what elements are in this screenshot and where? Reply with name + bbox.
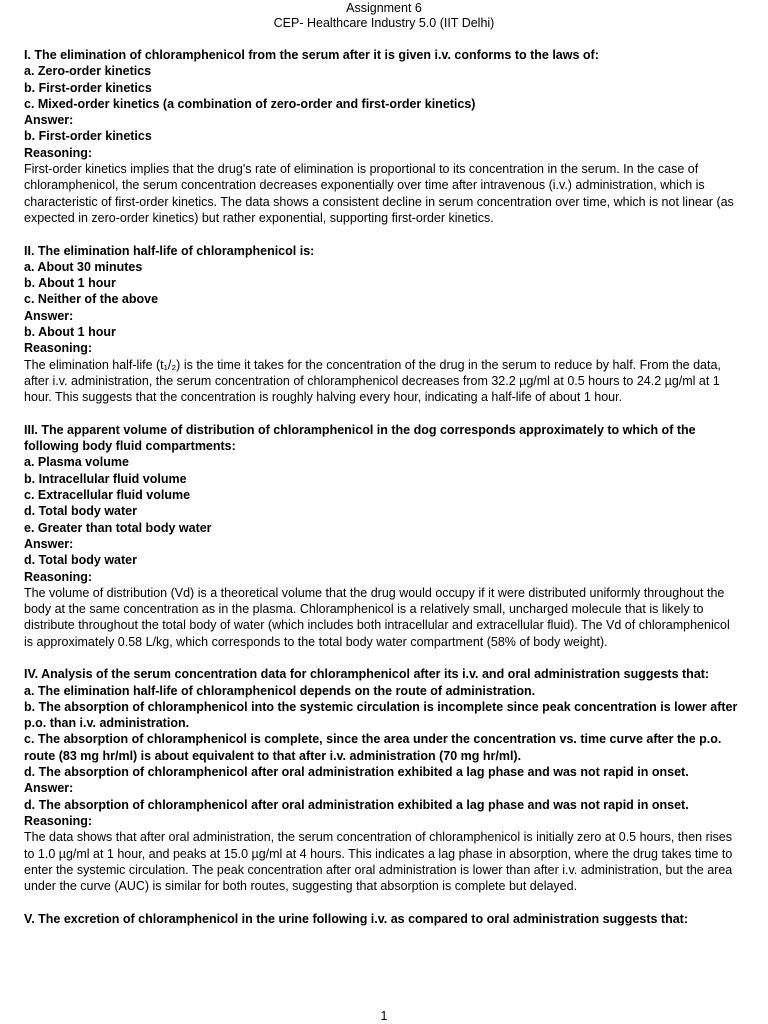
option-a: a. About 30 minutes (24, 259, 143, 274)
option-b: b. The absorption of chloramphenicol into the systemic circulation is incomplete since peak concentration is lower after p.o. than i.v. administration. (24, 699, 738, 731)
option-b: b. Intracellular fluid volume (24, 471, 187, 486)
answer-text: d. The absorption of chloramphenicol after oral administration exhibited a lag phase and was not rapid in onset. (24, 797, 689, 812)
reasoning-label: Reasoning: (24, 341, 93, 356)
option-b: b. About 1 hour (24, 276, 116, 291)
course-subtitle: CEP- Healthcare Industry 5.0 (IIT Delhi) (273, 16, 495, 30)
question-2 (24, 243, 740, 406)
option-d: d. The absorption of chloramphenicol after oral administration exhibited a lag phase and was not rapid in onset. (24, 765, 689, 780)
question-4 (24, 666, 740, 894)
reasoning-label: Reasoning: (24, 813, 93, 828)
reasoning-text: The volume of distribution (Vd) is a theoretical volume that the drug would occupy if it were distributed uniformly throughout the body at the same concentration as in the plasma. Chloramphenicol is a relatively small, uncharged molecule that is likely to distribute throughout the total body of water (which includes both intracellular and extracellular fluid). The Vd of chloramphenicol is approximately 0.58 L/kg, which corresponds to the total body water compartment (58% of body weight). (24, 585, 730, 649)
answer-label: Answer: (24, 113, 74, 128)
question-3 (24, 422, 740, 650)
option-c: c. Mixed-order kinetics (a combination of zero-order and first-order kinetics) (24, 96, 476, 111)
question-text: V. The excretion of chloramphenicol in the urine following i.v. as compared to oral administration suggests that: (24, 911, 688, 926)
question-5 (24, 911, 740, 927)
option-d: d. Total body water (24, 504, 137, 519)
option-a: a. Plasma volume (24, 455, 129, 470)
option-a: a. Zero-order kinetics (24, 64, 152, 79)
option-e: e. Greater than total body water (24, 520, 212, 535)
reasoning-text: The data shows that after oral administration, the serum concentration of chloramphenicol is initially zero at 0.5 hours, then rises to 1.0 µg/ml at 1 hour, and peaks at 15.0 µg/ml at 4 hours. This indicates a lag phase in absorption, where the drug takes time to enter the systemic circulation. The peak concentration after oral administration is lower than after i.v. administration, but the area under the curve (AUC) is similar for both routes, suggesting that absorption is complete but delayed. (24, 830, 733, 894)
reasoning-label: Reasoning: (24, 569, 93, 584)
page-number: 1 (380, 1009, 388, 1023)
option-c: c. Neither of the above (24, 292, 159, 307)
assignment-title: Assignment 6 (346, 1, 422, 15)
answer-text: b. About 1 hour (24, 325, 116, 340)
option-c: c. The absorption of chloramphenicol is complete, since the area under the concentration vs. time curve after the p.o. route (83 mg hr/ml) is about equivalent to that after i.v. administration (70 mg hr/ml). (24, 732, 722, 763)
reasoning-text: The elimination half-life (t₁/₂) is the time it takes for the concentration of the drug in the serum to reduce by half. From the data, after i.v. administration, the serum concentration of chloramphenicol decreases from 32.2 µg/ml at 0.5 hours to 24.2 µg/ml at 1 hour. This suggests that the concentration is roughly halving every hour, indicating a half-life of about 1 hour. (24, 357, 721, 405)
question-text: I. The elimination of chloramphenicol from the serum after it is given i.v. conforms to the laws of: (24, 48, 599, 62)
question-text: IV. Analysis of the serum concentration data for chloramphenicol after its i.v. and oral administration suggests that: (24, 667, 710, 682)
answer-label: Answer: (24, 308, 74, 323)
question-1 (24, 47, 740, 226)
answer-label: Answer: (24, 781, 74, 796)
option-b: b. First-order kinetics (24, 80, 152, 95)
answer-text: d. Total body water (24, 553, 137, 568)
reasoning-label: Reasoning: (24, 145, 93, 160)
answer-text: b. First-order kinetics (24, 129, 152, 144)
option-c: c. Extracellular fluid volume (24, 488, 191, 503)
option-a: a. The elimination half-life of chloramphenicol depends on the route of administration. (24, 683, 536, 698)
answer-label: Answer: (24, 536, 74, 551)
question-text: III. The apparent volume of distribution of chloramphenicol in the dog corresponds approximately to which of the following body fluid compartments: (24, 422, 696, 454)
reasoning-text: First-order kinetics implies that the drug's rate of elimination is proportional to its concentration in the serum. In the case of chloramphenicol, the serum concentration decreases exponentially over time after intravenous (i.v.) administration, which is characteristic of first-order kinetics. The data shows a consistent decline in serum concentration over time, which is not linear (as expected in zero-order kinetics) but rather exponential, supporting first-order kinetics. (24, 162, 734, 225)
question-text: II. The elimination half-life of chloramphenicol is: (24, 243, 315, 258)
document-body (24, 47, 740, 927)
